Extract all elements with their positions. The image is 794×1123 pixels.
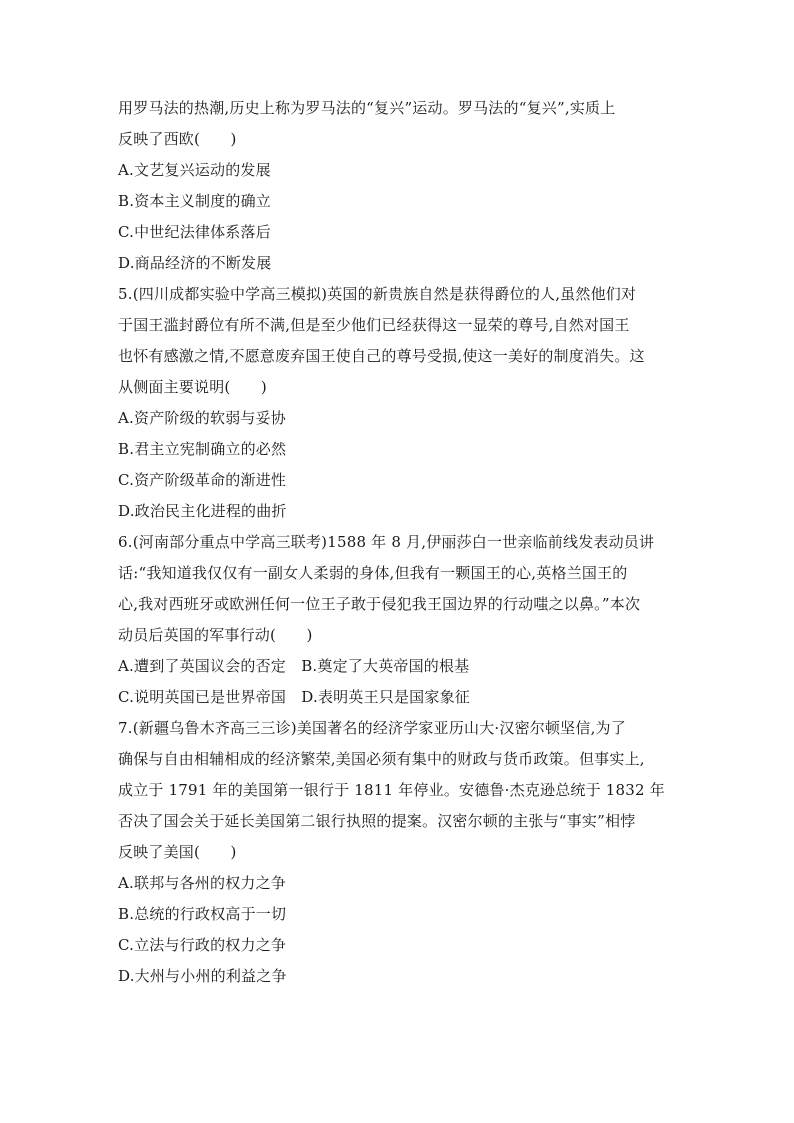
question-7-option-d: D.大州与小州的利益之争 [118, 967, 287, 985]
question-6-stem-line-4: 动员后英国的军事行动( ) [118, 626, 313, 644]
question-7-stem-line-1: 7.(新疆乌鲁木齐高三三诊)美国著名的经济学家亚历山大·汉密尔顿坚信,为了 [118, 719, 626, 737]
question-6-options-ab: A.遭到了英国议会的否定 B.奠定了大英帝国的根基 [118, 657, 470, 675]
question-4-option-b: B.资本主义制度的确立 [118, 192, 271, 210]
question-4-option-a: A.文艺复兴运动的发展 [118, 161, 271, 179]
question-5-option-b: B.君主立宪制确立的必然 [118, 440, 287, 458]
question-7-option-a: A.联邦与各州的权力之争 [118, 874, 287, 892]
question-6-stem-line-2: 话:“我知道我仅仅有一副女人柔弱的身体,但我有一颗国王的心,英格兰国王的 [118, 564, 628, 582]
question-5-option-c: C.资产阶级革命的渐进性 [118, 471, 287, 489]
question-7-option-c: C.立法与行政的权力之争 [118, 936, 287, 954]
question-7-stem-line-2: 确保与自由相辅相成的经济繁荣,美国必须有集中的财政与货币政策。但事实上, [118, 750, 645, 768]
question-6-stem-line-3: 心,我对西班牙或欧洲任何一位王子敢于侵犯我王国边界的行动嗤之以鼻。”本次 [118, 595, 641, 613]
question-7-stem-line-5: 反映了美国( ) [118, 843, 237, 861]
question-4-stem-line-2: 反映了西欧( ) [118, 130, 237, 148]
question-7-stem-line-3: 成立于 1791 年的美国第一银行于 1811 年停业。安德鲁·杰克逊总统于 1832 年 [118, 781, 665, 799]
question-4-option-c: C.中世纪法律体系落后 [118, 223, 271, 241]
question-5-stem-line-2: 于国王滥封爵位有所不满,但是至少他们已经获得这一显荣的尊号,自然对国王 [118, 316, 630, 334]
question-4-option-d: D.商品经济的不断发展 [118, 254, 272, 272]
question-6-options-cd: C.说明英国已是世界帝国 D.表明英王只是国家象征 [118, 688, 470, 706]
question-6-stem-line-1: 6.(河南部分重点中学高三联考)1588 年 8 月,伊丽莎白一世亲临前线发表动员讲 [118, 533, 655, 551]
question-5-stem-line-4: 从侧面主要说明( ) [118, 378, 267, 396]
document-page [118, 93, 678, 992]
question-7-option-b: B.总统的行政权高于一切 [118, 905, 287, 923]
question-5-stem-line-3: 也怀有感激之情,不愿意废弃国王使自己的尊号受损,使这一美好的制度消失。这 [118, 347, 645, 365]
question-5-option-a: A.资产阶级的软弱与妥协 [118, 409, 287, 427]
question-5-option-d: D.政治民主化进程的曲折 [118, 502, 287, 520]
question-4-stem-line-1: 用罗马法的热潮,历史上称为罗马法的“复兴”运动。罗马法的“复兴”,实质上 [118, 99, 616, 117]
question-5-stem-line-1: 5.(四川成都实验中学高三模拟)英国的新贵族自然是获得爵位的人,虽然他们对 [118, 285, 637, 303]
question-7-stem-line-4: 否决了国会关于延长美国第二银行执照的提案。汉密尔顿的主张与“事实”相悖 [118, 812, 636, 830]
